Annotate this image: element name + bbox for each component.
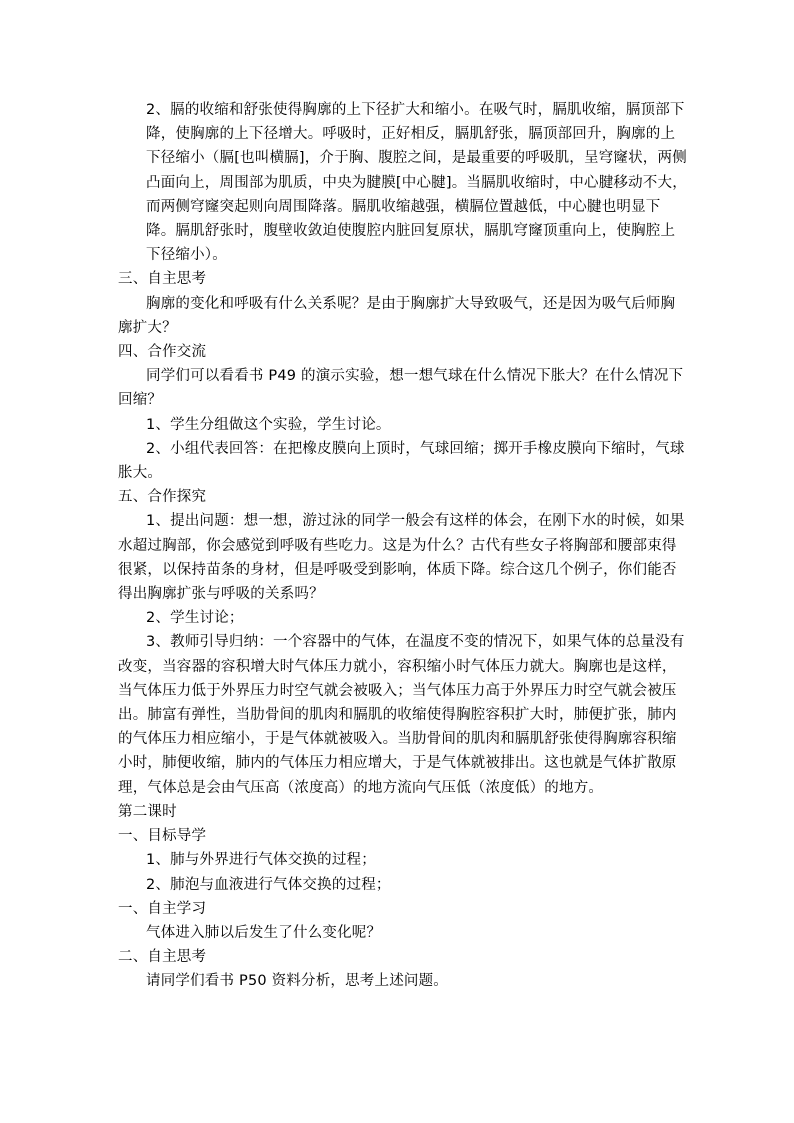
heading-cooperation-exchange: 四、合作交流 — [118, 344, 207, 361]
heading-target-guide: 一、目标导学 — [118, 828, 207, 845]
list-item-lung-exchange: 1、肺与外界进行气体交换的过程； — [146, 852, 376, 869]
paragraph-thinking-question: 胸廓的变化和呼吸有什么关系呢？是由于胸廓扩大导致吸气，还是因为吸气后师胸廓扩大？ — [118, 295, 676, 336]
paragraph-experiment-intro: 同学们可以看看书 P49 的演示实验，想一想气球在什么情况下胀大？在什么情况下回缩？ — [118, 368, 684, 409]
heading-self-thinking: 三、自主思考 — [118, 271, 207, 288]
heading-second-lesson: 第二课时 — [118, 803, 177, 820]
paragraph-teacher-summary: 3、教师引导归纳：一个容器中的气体，在温度不变的情况下，如果气体的总量没有改变，当容器的容积增大时气体压力就小，容积缩小时气体压力就大。胸廓也是这样，当气体压力低于外界压力时空气就会被吸入；当气体压力高于外界压力时空气就会被压出。肺富有弹性，当肋骨间的肌肉和膈肌的收缩使得胸腔容积扩大时，肺便扩张，肺内的气体压力相应缩小，于是气体就被吸入。当肋骨间的肌肉和膈肌舒张使得胸廓容积缩小时，肺便收缩，肺内的气体压力相应增大，于是气体就被排出。这也就是气体扩散原理，气体总是会由气压高（浓度高）的地方流向气压低（浓度低）的地方。 — [118, 634, 685, 796]
paragraph-student-discussion: 2、学生讨论； — [146, 610, 244, 627]
paragraph-group-experiment: 1、学生分组做这个实验，学生讨论。 — [146, 416, 391, 433]
list-item-alveoli-exchange: 2、肺泡与血液进行气体交换的过程； — [146, 876, 391, 893]
heading-self-thinking-2: 二、自主思考 — [118, 949, 207, 966]
paragraph-raise-question: 1、提出问题：想一想，游过泳的同学一般会有这样的体会，在刚下水的时候，如果水超过胸部，你会感觉到呼吸有些吃力。这是为什么？古代有些女子将胸部和腰部束得很紧，以保持苗条的身材，但是呼吸受到影响，体质下降。综合这几个例子，你们能否得出胸廓扩张与呼吸的关系吗？ — [118, 513, 685, 603]
paragraph-diaphragm: 2、膈的收缩和舒张使得胸廓的上下径扩大和缩小。在吸气时，膈肌收缩，膈顶部下降，使胸廓的上下径增大。呼吸时，正好相反，膈肌舒张，膈顶部回升，胸廓的上下径缩小（膈[也叫横膈]，介于胸、腹腔之间，是最重要的呼吸肌，呈穹窿状，两侧凸面向上，周围部为肌质，中央为腱膜[中心腱]。当膈肌收缩时，中心腱移动不大，而两侧穹窿突起则向周围降落。膈肌收缩越强，横膈位置越低，中心腱也明显下降。膈肌舒张时，腹壁收敛迫使腹腔内脏回复原状，膈肌穹窿顶重向上，使胸腔上下径缩小）。 — [146, 102, 687, 264]
document-body — [118, 98, 688, 994]
paragraph-group-answer: 2、小组代表回答：在把橡皮膜向上顶时，气球回缩；掷开手橡皮膜向下缩时，气球胀大。 — [118, 440, 685, 482]
paragraph-study-question: 气体进入肺以后发生了什么变化呢？ — [146, 924, 382, 941]
heading-self-study: 一、自主学习 — [118, 900, 207, 917]
paragraph-read-book: 请同学们看书 P50 资料分析，思考上述问题。 — [146, 973, 449, 990]
heading-cooperation-inquiry: 五、合作探究 — [118, 489, 207, 506]
